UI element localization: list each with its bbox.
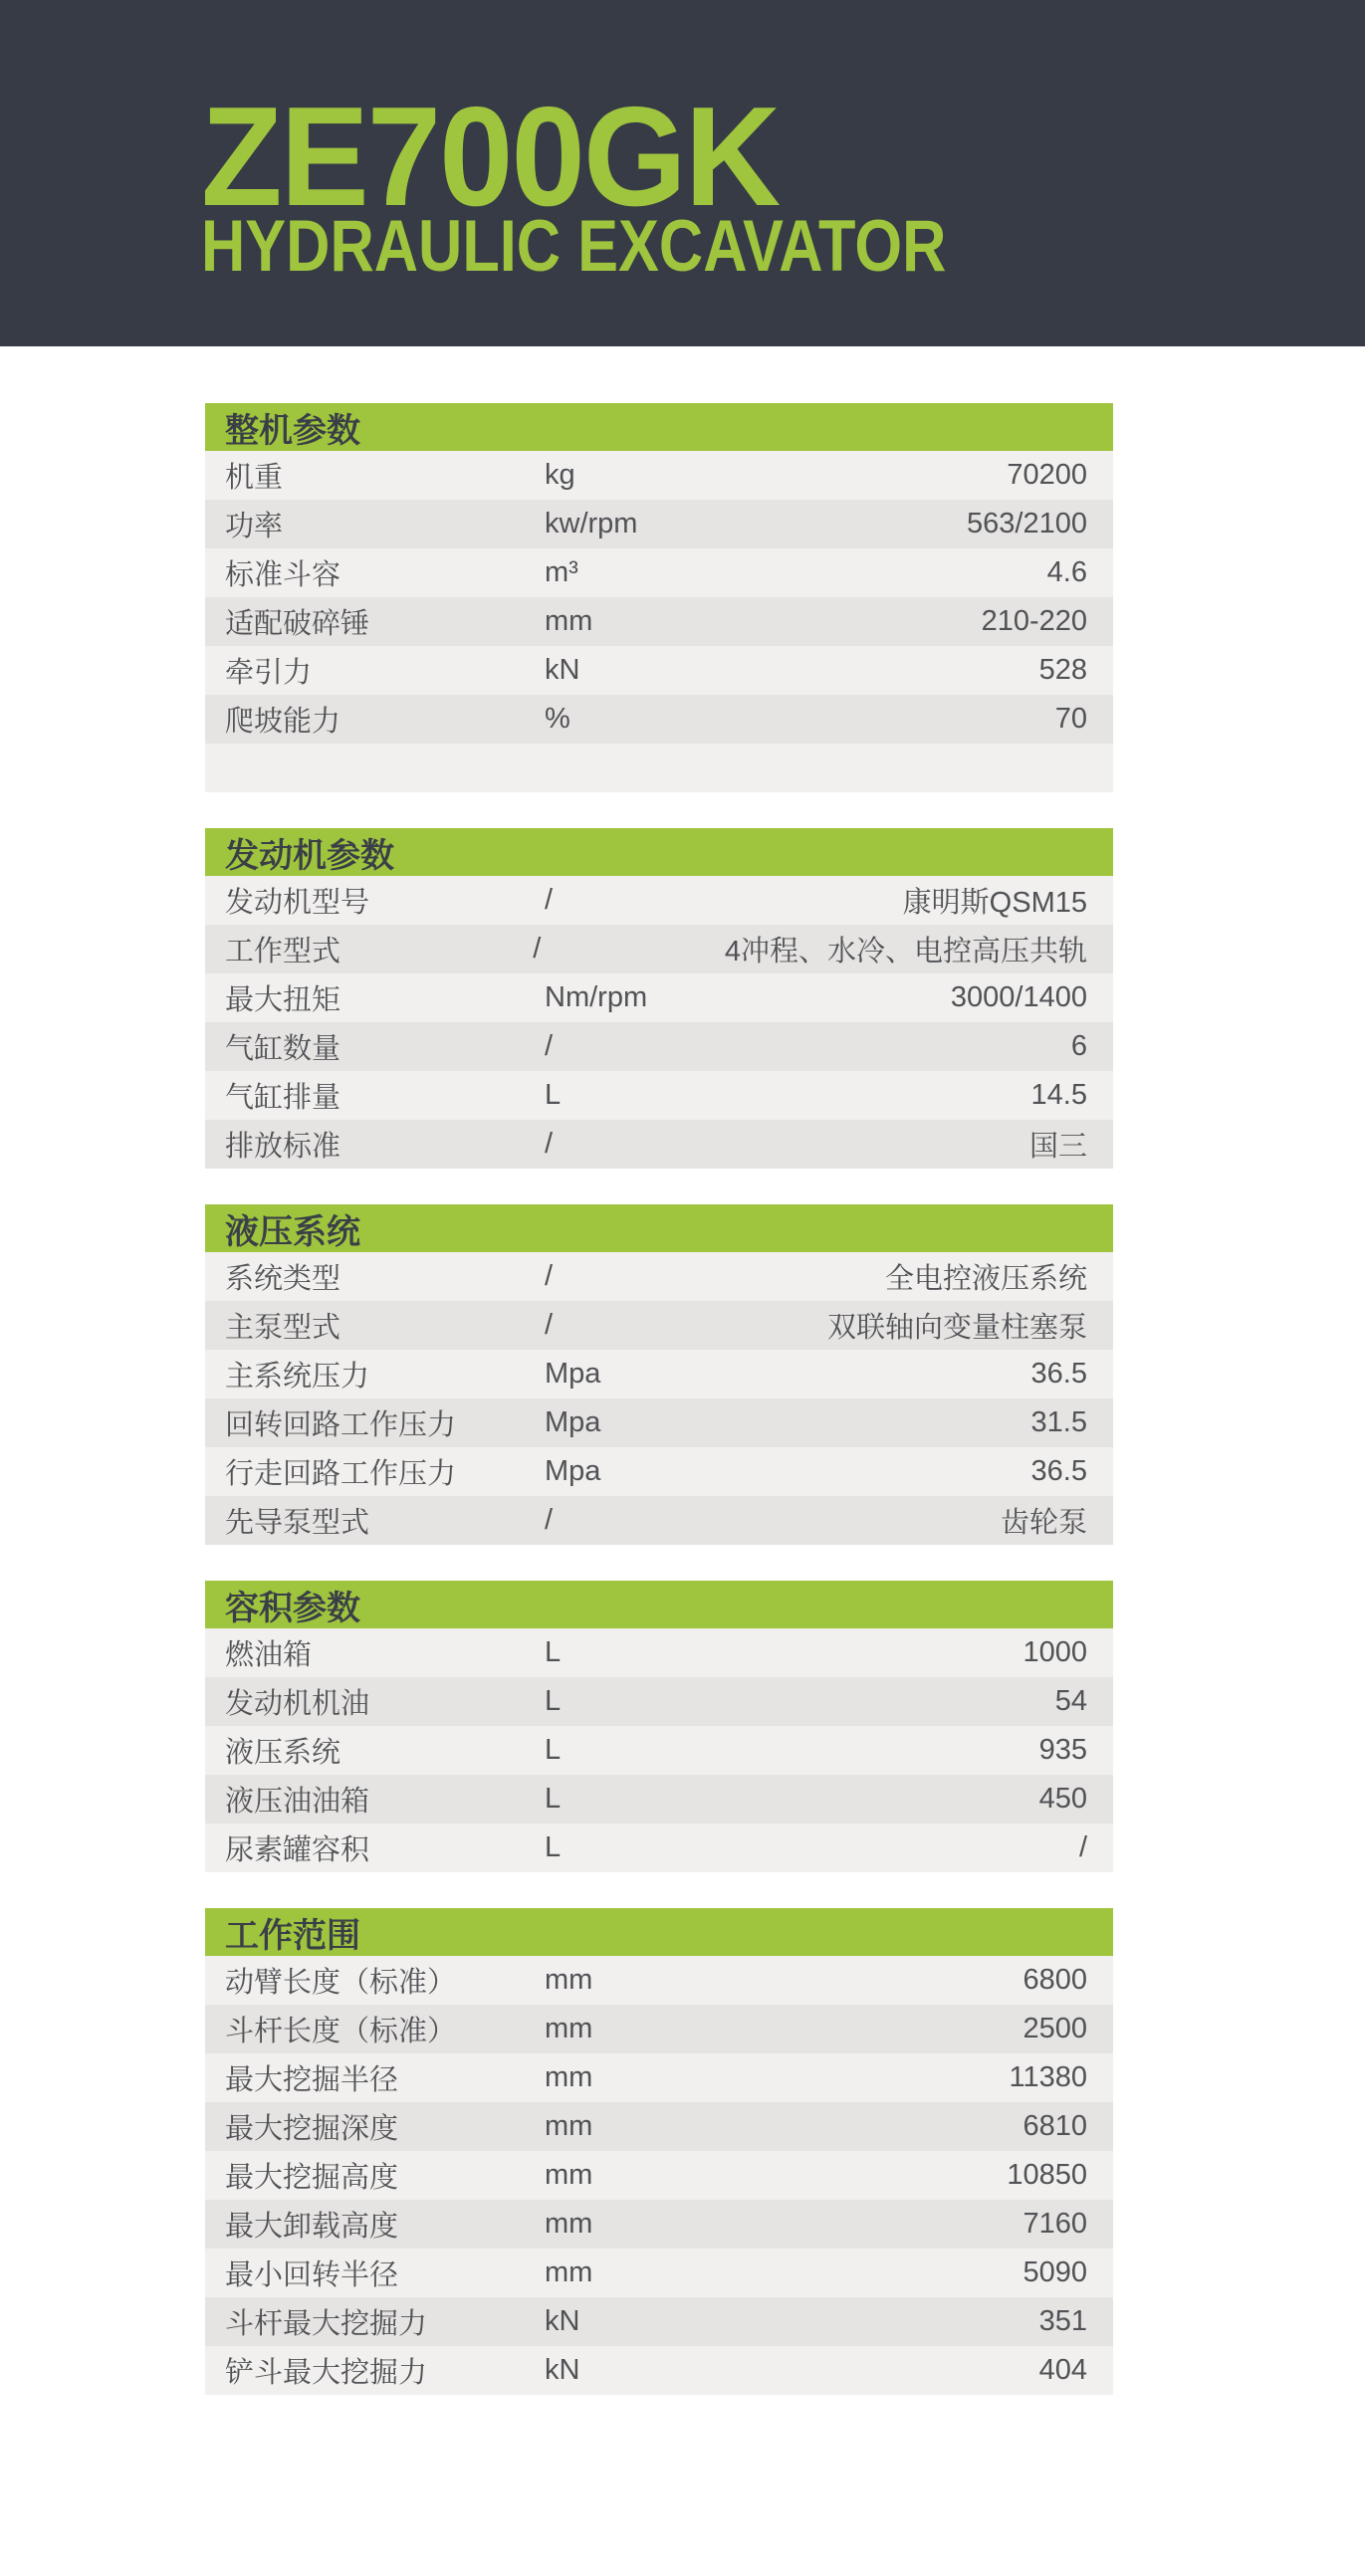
spec-row [205,2151,1113,2200]
spec-rows [205,1628,1113,1872]
spec-value: 4冲程、水冷、电控高压共轨 [724,936,1087,967]
spec-row [205,1022,1113,1071]
spec-label: 最大挖掘高度 [225,2162,399,2194]
spec-value: 10850 [1007,2159,1087,2191]
spec-label: 爬坡能力 [225,706,341,738]
spec-label: 铲斗最大挖掘力 [225,2357,428,2389]
spec-value: 7160 [1023,2208,1087,2240]
spec-value: 70200 [1007,459,1087,491]
spec-value: 351 [1038,2305,1087,2337]
spec-label: 发动机型号 [225,887,370,919]
spec-label: 最大挖掘深度 [225,2113,399,2145]
spec-table [205,1581,1113,1872]
spec-table-title: 工作范围 [225,1916,360,1955]
spec-row [205,1350,1113,1398]
product-subtitle: HYDRAULIC EXCAVATOR [201,206,947,287]
spec-label: 尿素罐容积 [225,1834,370,1866]
spec-value: 36.5 [1030,1358,1087,1390]
spec-value: 31.5 [1030,1406,1087,1438]
spec-unit: mm [545,2256,593,2288]
spec-value: 1000 [1023,1636,1087,1668]
spec-value: 2500 [1023,2013,1087,2044]
spec-value: / [1078,1831,1087,1863]
spec-unit: mm [545,1964,593,1996]
spec-table [205,1908,1113,2395]
spec-label: 标准斗容 [225,559,341,591]
spec-table [205,828,1113,1169]
spec-unit: / [545,884,554,916]
spec-row [205,2102,1113,2151]
spec-unit: Mpa [545,1358,601,1390]
spec-row [205,925,1113,973]
spec-unit: / [545,1128,554,1160]
spec-unit: kN [545,654,580,686]
product-model-title: ZE700GK [201,78,780,236]
spec-row [205,973,1113,1022]
spec-unit: kw/rpm [545,508,638,539]
spec-row-empty [205,744,1113,792]
spec-row [205,1775,1113,1824]
spec-row [205,1120,1113,1169]
spec-table [205,1204,1113,1545]
spec-unit: mm [545,2159,593,2191]
spec-value: 528 [1038,654,1087,686]
spec-unit: mm [545,2110,593,2142]
spec-value: 4.6 [1046,556,1087,588]
spec-unit: kN [545,2305,580,2337]
spec-label: 燃油箱 [225,1639,313,1671]
spec-table-title-bar [205,1908,1113,1956]
spec-unit: L [545,1685,562,1717]
spec-unit: mm [545,605,593,637]
spec-unit: L [545,1831,562,1863]
spec-unit: L [545,1734,562,1766]
spec-value: 3000/1400 [950,981,1087,1013]
spec-table-title: 液压系统 [225,1212,360,1251]
spec-unit: Mpa [545,1455,601,1487]
spec-label: 发动机机油 [225,1688,370,1720]
spec-value: 全电控液压系统 [884,1263,1087,1295]
spec-row [205,597,1113,646]
spec-row [205,2053,1113,2102]
spec-table-title-bar [205,403,1113,451]
spec-value: 563/2100 [967,508,1087,539]
spec-value: 450 [1038,1783,1087,1815]
spec-label: 主泵型式 [225,1312,341,1344]
spec-unit: mm [545,2013,593,2044]
spec-row [205,500,1113,548]
spec-unit: / [545,1030,554,1062]
spec-value: 6800 [1023,1964,1087,1996]
spec-value: 54 [1054,1685,1087,1717]
spec-value: 210-220 [981,605,1087,637]
spec-value: 935 [1038,1734,1087,1766]
spec-label: 气缸排量 [225,1082,341,1114]
spec-unit: kg [545,459,575,491]
spec-row [205,451,1113,500]
spec-row [205,548,1113,597]
spec-table-title-bar [205,1581,1113,1628]
spec-rows [205,1956,1113,2395]
spec-value: 11380 [1009,2061,1087,2093]
spec-label: 行走回路工作压力 [225,1458,457,1490]
spec-rows [205,876,1113,1169]
spec-rows [205,451,1113,792]
spec-label: 先导泵型式 [225,1507,370,1539]
spec-table-title: 容积参数 [225,1589,360,1627]
spec-value: 齿轮泵 [1000,1507,1087,1539]
spec-value: 70 [1054,703,1087,735]
spec-label: 系统类型 [225,1263,341,1295]
spec-unit: kN [545,2354,580,2386]
spec-row [205,1824,1113,1872]
spec-row [205,2346,1113,2395]
spec-value: 5090 [1023,2256,1087,2288]
spec-table [205,403,1113,792]
spec-row [205,1496,1113,1545]
hero-banner [0,0,1365,346]
spec-label: 牵引力 [225,657,313,689]
spec-value: 国三 [1028,1131,1087,1163]
spec-row [205,695,1113,744]
spec-label: 最大卸载高度 [225,2211,399,2243]
spec-label: 适配破碎锤 [225,608,370,640]
spec-table-title: 整机参数 [225,411,360,450]
spec-label: 液压系统 [225,1737,341,1769]
spec-label: 回转回路工作压力 [225,1409,457,1441]
spec-label: 最大扭矩 [225,984,341,1016]
spec-row [205,646,1113,695]
spec-value: 14.5 [1030,1079,1087,1111]
spec-unit: / [545,1504,554,1536]
spec-unit: mm [545,2061,593,2093]
spec-label: 排放标准 [225,1131,341,1163]
spec-value: 6810 [1023,2110,1087,2142]
spec-table-title-bar [205,828,1113,876]
spec-table-title-bar [205,1204,1113,1252]
spec-value: 双联轴向变量柱塞泵 [826,1312,1087,1344]
spec-label: 最小回转半径 [225,2259,399,2291]
spec-rows [205,1252,1113,1545]
spec-label: 主系统压力 [225,1361,370,1393]
spec-row [205,1726,1113,1775]
spec-label: 最大挖掘半径 [225,2064,399,2096]
spec-row [205,2297,1113,2346]
spec-row [205,1071,1113,1120]
spec-row [205,1677,1113,1726]
spec-unit: Mpa [545,1406,601,1438]
spec-row [205,1628,1113,1677]
spec-value: 404 [1038,2354,1087,2386]
spec-row [205,2005,1113,2053]
spec-unit: / [545,1260,554,1292]
spec-row [205,1398,1113,1447]
spec-unit: mm [545,2208,593,2240]
spec-unit: L [545,1636,562,1668]
spec-row [205,876,1113,925]
spec-unit: / [533,933,542,965]
spec-label: 机重 [225,462,284,494]
spec-unit: m³ [545,556,578,588]
spec-label: 工作型式 [225,936,341,967]
spec-label: 动臂长度（标准） [225,1967,457,1999]
spec-label: 气缸数量 [225,1033,341,1065]
spec-row [205,1956,1113,2005]
spec-value: 6 [1070,1030,1087,1062]
spec-unit: L [545,1783,562,1815]
spec-row [205,1447,1113,1496]
spec-tables [205,403,1113,2395]
spec-table-title: 发动机参数 [225,836,394,875]
spec-value: 36.5 [1030,1455,1087,1487]
spec-unit: L [545,1079,562,1111]
spec-label: 斗杆最大挖掘力 [225,2308,428,2340]
spec-row [205,1252,1113,1301]
spec-unit: % [545,703,570,735]
spec-row [205,1301,1113,1350]
spec-label: 斗杆长度（标准） [225,2016,457,2047]
spec-unit: / [545,1309,554,1341]
spec-unit: Nm/rpm [545,981,648,1013]
spec-label: 功率 [225,511,284,542]
spec-row [205,2249,1113,2297]
spec-row [205,2200,1113,2249]
spec-label: 液压油油箱 [225,1786,370,1818]
spec-value: 康明斯QSM15 [902,887,1087,919]
